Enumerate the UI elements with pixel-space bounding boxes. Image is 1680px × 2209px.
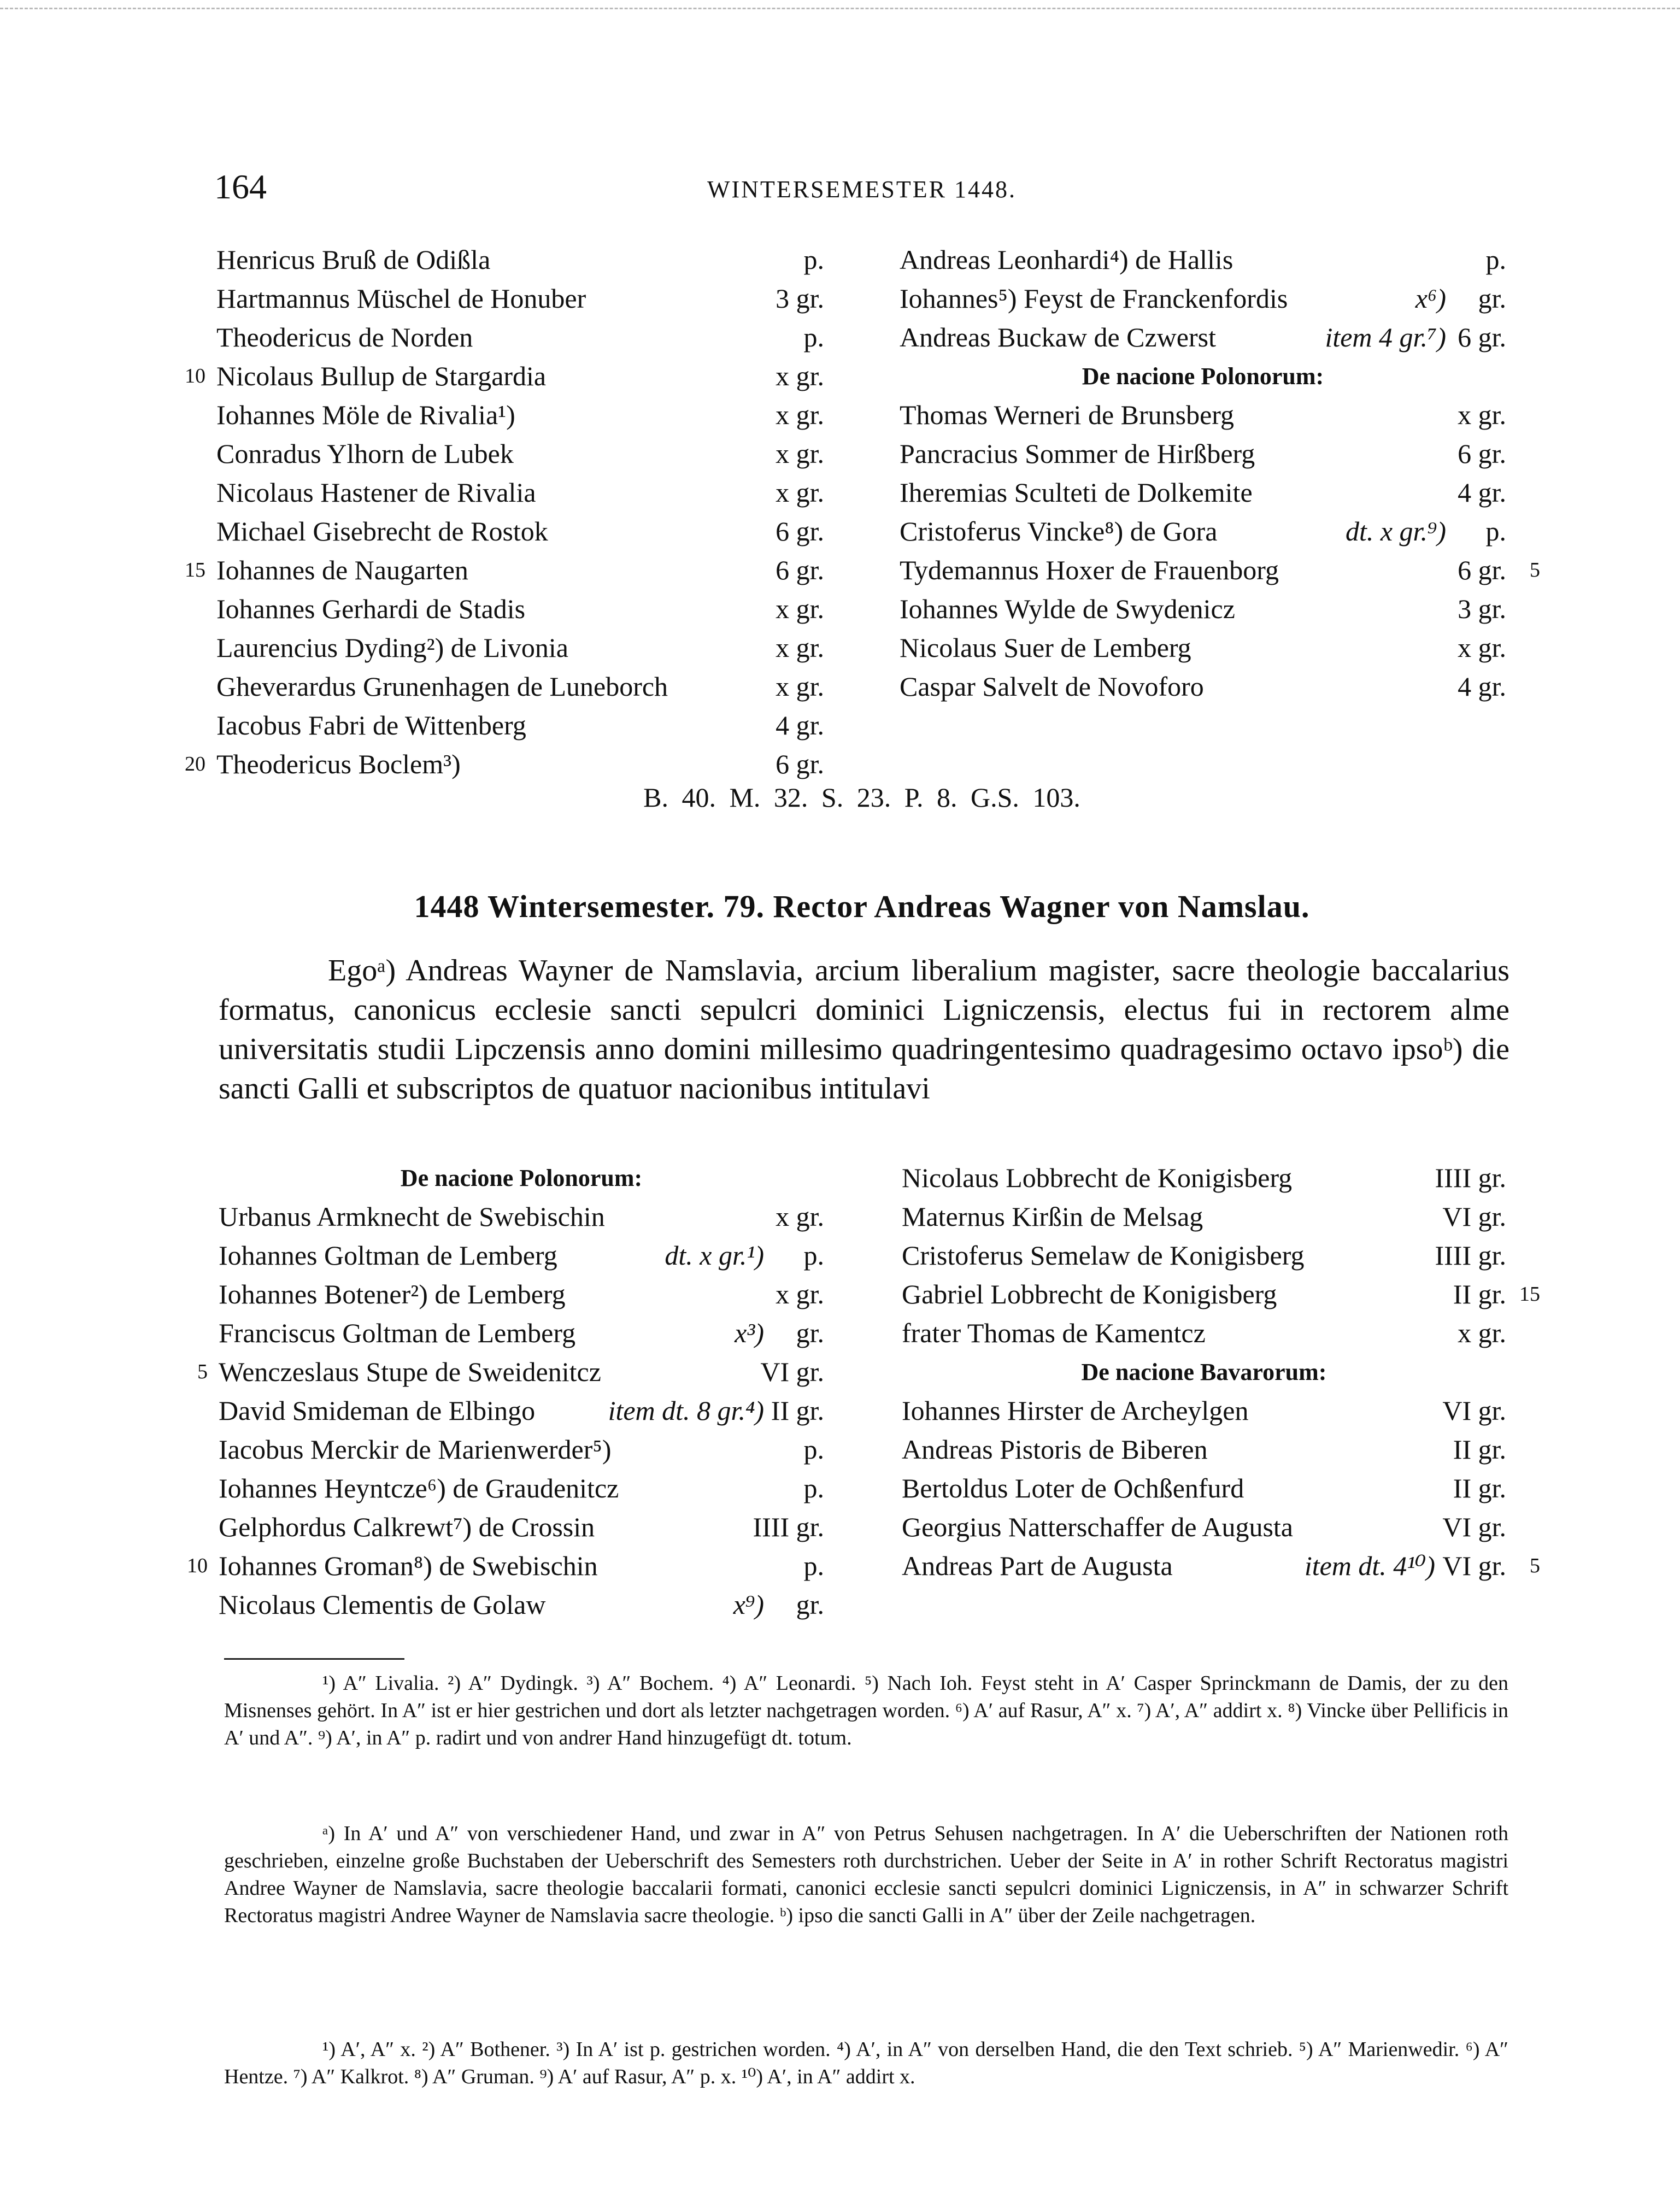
matriculation-entry bbox=[900, 434, 1506, 473]
fee-amount: 6 gr. bbox=[776, 516, 824, 547]
matriculation-entry bbox=[216, 240, 824, 279]
student-name: Franciscus Goltman de Lemberg bbox=[219, 1318, 576, 1348]
running-title: WINTERSEMESTER 1448. bbox=[707, 176, 1017, 203]
fee-amount: 4 gr. bbox=[1458, 477, 1506, 508]
payment-annotation: dt. x gr.¹) bbox=[665, 1240, 764, 1271]
student-name: Urbanus Armknecht de Swebischin bbox=[219, 1201, 605, 1232]
student-name: Caspar Salvelt de Novoforo bbox=[900, 671, 1204, 702]
payment-annotation: dt. x gr.⁹) bbox=[1345, 516, 1446, 547]
fee-amount: p. bbox=[1485, 244, 1506, 275]
matriculation-entry bbox=[216, 512, 824, 551]
footnote-text-1: ¹) A″ Livalia. ²) A″ Dydingk. ³) A″ Bochem. ⁴) A″ Leonardi. ⁵) Nach Ioh. Feyst steht in A′ Casper Sprinckmann de Damis, der zu den Misnenses gehört. In A″ ist er hier gestrichen und dort als letzter nachgetragen worden. ⁶) A′ auf Rasur, A″ x. ⁷) A′, A″ addirt x. ⁸) Vincke über Pellificis in A′ und A″. ⁹) A′, in A″ p. radirt und von andrer Hand hinzugefügt dt. totum. bbox=[224, 1672, 1508, 1749]
student-name: Bertoldus Loter de Ochßenfurd bbox=[902, 1473, 1244, 1503]
fee-amount: p. bbox=[803, 244, 824, 275]
fee-amount: IIII gr. bbox=[1435, 1162, 1506, 1193]
matriculation-entry bbox=[902, 1391, 1506, 1430]
student-name: Iohannes Heyntcze⁶) de Graudenitcz bbox=[219, 1473, 619, 1503]
fee-amount: x gr. bbox=[776, 1201, 824, 1232]
line-number: 15 bbox=[1519, 1283, 1540, 1306]
nation-heading: De nacione Bavarorum: bbox=[1081, 1359, 1327, 1385]
fee-amount: VI gr. bbox=[1442, 1550, 1506, 1581]
student-name: Theodericus de Norden bbox=[216, 322, 473, 352]
student-name: Gheverardus Grunenhagen de Luneborch bbox=[216, 671, 668, 702]
fee-amount: 3 gr. bbox=[776, 283, 824, 314]
student-name: Iacobus Merckir de Marienwerder⁵) bbox=[219, 1434, 612, 1465]
payment-annotation: x⁶) bbox=[1415, 283, 1446, 314]
matriculation-entry bbox=[216, 590, 824, 628]
fee-amount: p. bbox=[803, 1550, 824, 1581]
matriculation-entry bbox=[219, 1314, 824, 1353]
student-name: Pancracius Sommer de Hirßberg bbox=[900, 438, 1255, 469]
student-name: Maternus Kirßin de Melsag bbox=[902, 1201, 1203, 1232]
student-name: Tydemannus Hoxer de Frauenborg bbox=[900, 555, 1279, 585]
fee-amount: II gr. bbox=[771, 1395, 824, 1426]
fee-amount: x gr. bbox=[1458, 400, 1506, 430]
matriculation-entry bbox=[902, 1275, 1540, 1314]
student-name: Nicolaus Hastener de Rivalia bbox=[216, 477, 536, 508]
page-header bbox=[214, 167, 1509, 216]
matriculation-entry bbox=[219, 1508, 824, 1547]
matriculation-entry bbox=[185, 745, 824, 784]
fee-amount: x gr. bbox=[776, 594, 824, 624]
scan-edge-line bbox=[0, 8, 1680, 9]
student-name: Georgius Natterschaffer de Augusta bbox=[902, 1512, 1293, 1542]
student-name: Andreas Pistoris de Biberen bbox=[902, 1434, 1208, 1465]
fee-amount: VI gr. bbox=[1442, 1512, 1506, 1542]
student-name: Gabriel Lobbrecht de Konigisberg bbox=[902, 1279, 1277, 1309]
matriculation-entry bbox=[197, 1353, 824, 1391]
student-name: Hartmannus Müschel de Honuber bbox=[216, 283, 586, 314]
student-name: Iheremias Sculteti de Dolkemite bbox=[900, 477, 1253, 508]
fee-amount: x gr. bbox=[776, 632, 824, 663]
student-name: Laurencius Dyding²) de Livonia bbox=[216, 632, 568, 663]
matriculation-entry bbox=[902, 1430, 1506, 1469]
semester-summary: B. 40. M. 32. S. 23. P. 8. G.S. 103. bbox=[643, 782, 1080, 813]
fee-amount: VI gr. bbox=[760, 1356, 824, 1387]
fee-amount: 6 gr. bbox=[1458, 322, 1506, 352]
student-name: Andreas Buckaw de Czwerst bbox=[900, 322, 1216, 352]
top-right-column bbox=[900, 240, 1540, 706]
fee-amount: x gr. bbox=[1458, 1318, 1506, 1348]
top-left-column bbox=[185, 240, 824, 784]
student-name: frater Thomas de Kamentcz bbox=[902, 1318, 1206, 1348]
fee-amount: 4 gr. bbox=[776, 710, 824, 741]
line-number: 15 bbox=[185, 559, 205, 581]
matriculation-entry bbox=[187, 1547, 824, 1585]
payment-annotation: item dt. 8 gr.⁴) bbox=[608, 1395, 764, 1426]
student-name: Iohannes Gerhardi de Stadis bbox=[216, 594, 526, 624]
fee-amount: p. bbox=[803, 1434, 824, 1465]
student-name: Nicolaus Clementis de Golaw bbox=[219, 1589, 546, 1620]
matriculation-entry bbox=[185, 357, 824, 396]
nation-heading: De nacione Polonorum: bbox=[1082, 363, 1324, 390]
line-number: 20 bbox=[185, 753, 205, 776]
footnote-text-3: ¹) A′, A″ x. ²) A″ Bothener. ³) In A′ ist p. gestrichen worden. ⁴) A′, in A″ von derselben Hand, die den Text schrieb. ⁵) A″ Marienwedir. ⁶) A″ Hentze. ⁷) A″ Kalkrot. ⁸) A″ Gruman. ⁹) A′ auf Rasur, A″ p. x. ¹⁰) A′, in A″ addirt x. bbox=[224, 2038, 1508, 2088]
matriculation-entry bbox=[902, 1547, 1540, 1585]
student-name: Iohannes Wylde de Swydenicz bbox=[900, 594, 1235, 624]
student-name: Iohannes de Naugarten bbox=[216, 555, 468, 585]
matriculation-entry bbox=[902, 1197, 1506, 1236]
student-name: Gelphordus Calkrewt⁷) de Crossin bbox=[219, 1512, 595, 1542]
matriculation-entry bbox=[900, 628, 1506, 667]
fee-amount: 6 gr. bbox=[776, 749, 824, 779]
student-name: Andreas Leonhardi⁴) de Hallis bbox=[900, 244, 1233, 275]
footnote-rule bbox=[224, 1658, 404, 1660]
fee-amount: p. bbox=[803, 1473, 824, 1503]
fee-amount: x gr. bbox=[776, 477, 824, 508]
fee-amount: p. bbox=[803, 1240, 824, 1271]
fee-amount: 6 gr. bbox=[1458, 438, 1506, 469]
fee-amount: II gr. bbox=[1453, 1473, 1506, 1503]
student-name: Conradus Ylhorn de Lubek bbox=[216, 438, 514, 469]
payment-annotation: x⁹) bbox=[733, 1589, 764, 1620]
fee-amount: 4 gr. bbox=[1458, 671, 1506, 702]
fee-amount: VI gr. bbox=[1442, 1395, 1506, 1426]
student-name: Iohannes⁵) Feyst de Franckenfordis bbox=[900, 283, 1288, 314]
fee-amount: 6 gr. bbox=[1458, 555, 1506, 585]
footnote-block-1 bbox=[224, 1670, 1508, 1752]
fee-amount: IIII gr. bbox=[1435, 1240, 1506, 1271]
student-name: Nicolaus Lobbrecht de Konigisberg bbox=[902, 1162, 1293, 1193]
matriculation-entry bbox=[216, 473, 824, 512]
student-name: Wenczeslaus Stupe de Sweidenitcz bbox=[219, 1356, 601, 1387]
matriculation-entry bbox=[216, 318, 824, 357]
fee-amount: II gr. bbox=[1453, 1434, 1506, 1465]
matriculation-entry bbox=[900, 396, 1506, 434]
matriculation-entry bbox=[900, 279, 1506, 318]
student-name: Iohannes Möle de Rivalia¹) bbox=[216, 400, 515, 430]
rector-paragraph bbox=[219, 951, 1509, 1108]
fee-amount: gr. bbox=[796, 1318, 824, 1348]
matriculation-entry bbox=[900, 240, 1506, 279]
matriculation-entry bbox=[902, 1314, 1506, 1353]
fee-amount: x gr. bbox=[776, 438, 824, 469]
student-name: Cristoferus Semelaw de Konigisberg bbox=[902, 1240, 1305, 1271]
matriculation-entry bbox=[902, 1236, 1506, 1275]
bottom-right-column bbox=[902, 1159, 1540, 1585]
matriculation-entry bbox=[902, 1508, 1506, 1547]
student-name: Iacobus Fabri de Wittenberg bbox=[216, 710, 526, 741]
fee-amount: x gr. bbox=[776, 1279, 824, 1309]
fee-amount: 3 gr. bbox=[1458, 594, 1506, 624]
matriculation-entry bbox=[900, 318, 1506, 357]
line-number: 10 bbox=[185, 365, 205, 387]
fee-amount: 6 gr. bbox=[776, 555, 824, 585]
matriculation-entry bbox=[216, 396, 824, 434]
matriculation-entry bbox=[902, 1159, 1506, 1197]
line-number: 5 bbox=[197, 1360, 208, 1383]
payment-annotation: item dt. 4¹⁰) bbox=[1304, 1550, 1435, 1581]
fee-amount: II gr. bbox=[1453, 1279, 1506, 1309]
fee-amount: p. bbox=[1485, 516, 1506, 547]
nation-heading: De nacione Polonorum: bbox=[400, 1165, 643, 1191]
matriculation-entry bbox=[219, 1469, 824, 1508]
matriculation-entry bbox=[216, 628, 824, 667]
fee-amount: x gr. bbox=[776, 671, 824, 702]
matriculation-entry bbox=[216, 279, 824, 318]
footnote-block-2 bbox=[224, 1820, 1508, 1929]
student-name: David Smideman de Elbingo bbox=[219, 1395, 536, 1426]
footnote-text-2: ᵃ) In A′ und A″ von verschiedener Hand, und zwar in A″ von Petrus Sehusen nachgetragen. In A′ die Ueberschriften der Nationen roth geschrieben, einzelne große Buchstaben der Ueberschrift des Semesters roth durchstrichen. Ueber der Seite in A′ in rother Schrift Rectoratus magistri Andree Wayner de Namslavia, sacre theologie baccalarii formati, canonici ecclesie sancti sepulcri dominici Ligniczensis, in A″ in schwarzer Schrift Rectoratus magistri Andree Wayner de Namslavia sacre theologie. ᵇ) ipso die sancti Galli in A″ über der Zeile nachgetragen. bbox=[224, 1822, 1508, 1927]
matriculation-entry bbox=[216, 434, 824, 473]
matriculation-entry bbox=[219, 1275, 824, 1314]
bottom-left-column bbox=[187, 1159, 824, 1624]
student-name: Iohannes Groman⁸) de Swebischin bbox=[219, 1550, 598, 1581]
rector-paragraph-text: Egoᵃ) Andreas Wayner de Namslavia, arcium liberalium magister, sacre theologie baccalarius formatus, canonicus ecclesie sancti sepulcri dominici Ligniczensis, electus fui in rectorem alme universitatis studii Lipczensis anno domini millesimo quadringentesimo quadragesimo octavo ipsoᵇ) die sancti Galli et subscriptos de quatuor nacionibus intitulavi bbox=[219, 954, 1509, 1106]
matriculation-entry bbox=[219, 1197, 824, 1236]
fee-amount: x gr. bbox=[1458, 632, 1506, 663]
fee-amount: x gr. bbox=[776, 400, 824, 430]
fee-amount: p. bbox=[803, 322, 824, 352]
fee-amount: gr. bbox=[1478, 283, 1506, 314]
student-name: Michael Gisebrecht de Rostok bbox=[216, 516, 548, 547]
matriculation-entry bbox=[900, 512, 1506, 551]
payment-annotation: x³) bbox=[735, 1318, 764, 1348]
matriculation-entry bbox=[216, 706, 824, 745]
page-number: 164 bbox=[214, 167, 267, 206]
student-name: Cristoferus Vincke⁸) de Gora bbox=[900, 516, 1218, 547]
matriculation-entry bbox=[900, 473, 1506, 512]
matriculation-entry bbox=[219, 1430, 824, 1469]
student-name: Andreas Part de Augusta bbox=[902, 1550, 1173, 1581]
matriculation-entry bbox=[219, 1391, 824, 1430]
fee-amount: VI gr. bbox=[1442, 1201, 1506, 1232]
payment-annotation: item 4 gr.⁷) bbox=[1325, 322, 1446, 352]
line-number: 5 bbox=[1530, 1554, 1540, 1577]
line-number: 5 bbox=[1530, 559, 1540, 581]
student-name: Theodericus Boclem³) bbox=[216, 749, 461, 779]
student-name: Nicolaus Suer de Lemberg bbox=[900, 632, 1191, 663]
matriculation-entry bbox=[900, 590, 1506, 628]
fee-amount: IIII gr. bbox=[753, 1512, 824, 1542]
student-name: Nicolaus Bullup de Stargardia bbox=[216, 361, 547, 391]
student-name: Iohannes Hirster de Archeylgen bbox=[902, 1395, 1249, 1426]
student-name: Henricus Bruß de Odißla bbox=[216, 244, 491, 275]
matriculation-entry bbox=[216, 667, 824, 706]
student-name: Iohannes Goltman de Lemberg bbox=[219, 1240, 557, 1271]
footnote-block-3 bbox=[224, 2036, 1508, 2090]
matriculation-entry bbox=[900, 551, 1540, 590]
line-number: 10 bbox=[187, 1554, 208, 1577]
fee-amount: gr. bbox=[796, 1589, 824, 1620]
rector-title: 1448 Wintersemester. 79. Rector Andreas Wagner von Namslau. bbox=[414, 889, 1310, 924]
matriculation-entry bbox=[902, 1469, 1506, 1508]
student-name: Thomas Werneri de Brunsberg bbox=[900, 400, 1235, 430]
student-name: Iohannes Botener²) de Lemberg bbox=[219, 1279, 566, 1309]
matriculation-entry bbox=[219, 1236, 824, 1275]
matriculation-entry bbox=[900, 667, 1506, 706]
matriculation-entry bbox=[185, 551, 824, 590]
matriculation-entry bbox=[219, 1585, 824, 1624]
fee-amount: x gr. bbox=[776, 361, 824, 391]
